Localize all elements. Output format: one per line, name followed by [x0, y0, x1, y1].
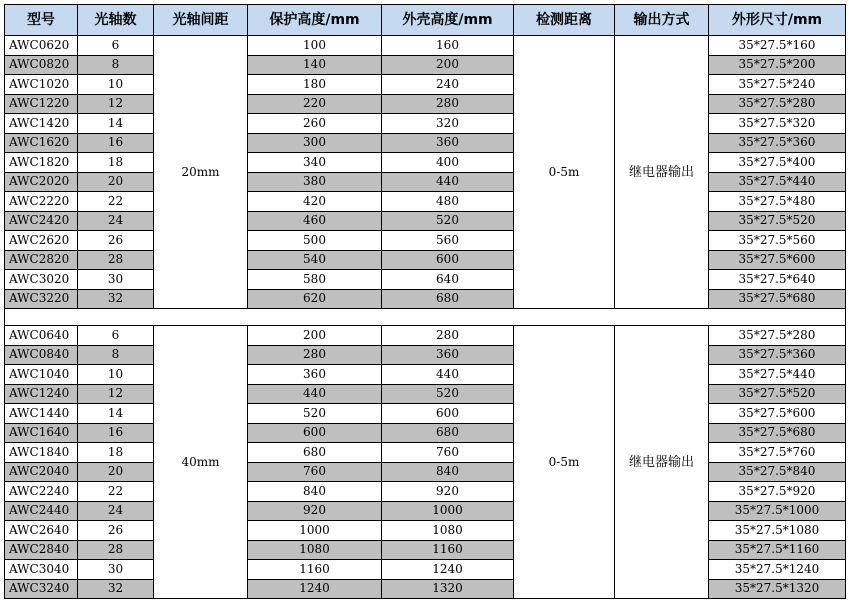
- header-protect-height: 保护高度/mm: [248, 5, 382, 36]
- table-body: [5, 36, 846, 599]
- cell-model: AWC1820: [5, 153, 78, 173]
- cell-size: 35*27.5*640: [709, 270, 846, 290]
- cell-axes: 14: [78, 404, 154, 424]
- cell-axes: 18: [78, 153, 154, 173]
- cell-protect-height: 540: [248, 250, 382, 270]
- cell-shell-height: 920: [382, 482, 514, 502]
- cell-shell-height: 1240: [382, 560, 514, 580]
- cell-axes: 12: [78, 384, 154, 404]
- cell-shell-height: 760: [382, 443, 514, 463]
- cell-model: AWC2440: [5, 501, 78, 521]
- cell-size: 35*27.5*240: [709, 75, 846, 95]
- cell-axes: 28: [78, 250, 154, 270]
- table-row: [5, 443, 846, 463]
- cell-shell-height: 680: [382, 423, 514, 443]
- cell-shell-height: 440: [382, 365, 514, 385]
- cell-protect-height: 920: [248, 501, 382, 521]
- table-row: [5, 114, 846, 134]
- cell-size: 35*27.5*480: [709, 192, 846, 212]
- cell-model: AWC2040: [5, 462, 78, 482]
- cell-size: 35*27.5*560: [709, 231, 846, 251]
- cell-protect-height: 220: [248, 94, 382, 114]
- cell-axes: 14: [78, 114, 154, 134]
- cell-size: 35*27.5*680: [709, 423, 846, 443]
- cell-size: 35*27.5*760: [709, 443, 846, 463]
- table-row: [5, 211, 846, 231]
- cell-size: 35*27.5*1240: [709, 560, 846, 580]
- spec-table: [4, 4, 846, 599]
- cell-shell-height: 520: [382, 384, 514, 404]
- table-row: [5, 462, 846, 482]
- header-shell-height: 外壳高度/mm: [382, 5, 514, 36]
- cell-axes: 20: [78, 462, 154, 482]
- cell-shell-height: 160: [382, 36, 514, 56]
- cell-shell-height: 840: [382, 462, 514, 482]
- cell-shell-height: 1160: [382, 540, 514, 560]
- cell-protect-height: 420: [248, 192, 382, 212]
- cell-size: 35*27.5*1160: [709, 540, 846, 560]
- cell-shell-height: 1320: [382, 579, 514, 599]
- cell-size: 35*27.5*320: [709, 114, 846, 134]
- cell-shell-height: 360: [382, 133, 514, 153]
- cell-distance: 0-5m: [514, 326, 615, 599]
- cell-protect-height: 1240: [248, 579, 382, 599]
- cell-shell-height: 440: [382, 172, 514, 192]
- cell-spacing: 20mm: [154, 36, 248, 309]
- table-row: [5, 250, 846, 270]
- cell-model: AWC1020: [5, 75, 78, 95]
- cell-size: 35*27.5*1080: [709, 521, 846, 541]
- cell-protect-height: 140: [248, 55, 382, 75]
- cell-shell-height: 480: [382, 192, 514, 212]
- cell-size: 35*27.5*680: [709, 289, 846, 309]
- table-row: [5, 133, 846, 153]
- cell-distance: 0-5m: [514, 36, 615, 309]
- cell-axes: 10: [78, 75, 154, 95]
- cell-size: 35*27.5*280: [709, 94, 846, 114]
- cell-model: AWC2240: [5, 482, 78, 502]
- spacer-cell: [5, 309, 846, 326]
- table-row: [5, 345, 846, 365]
- table-row: [5, 55, 846, 75]
- table-row: [5, 231, 846, 251]
- cell-model: AWC1220: [5, 94, 78, 114]
- cell-shell-height: 640: [382, 270, 514, 290]
- cell-shell-height: 600: [382, 250, 514, 270]
- cell-shell-height: 240: [382, 75, 514, 95]
- cell-size: 35*27.5*440: [709, 365, 846, 385]
- cell-model: AWC0640: [5, 326, 78, 346]
- table-row: [5, 423, 846, 443]
- cell-shell-height: 320: [382, 114, 514, 134]
- group-spacer-row: [5, 309, 846, 326]
- cell-model: AWC1840: [5, 443, 78, 463]
- cell-axes: 18: [78, 443, 154, 463]
- table-row: [5, 270, 846, 290]
- table-row: [5, 326, 846, 346]
- cell-size: 35*27.5*600: [709, 250, 846, 270]
- table-row: [5, 75, 846, 95]
- header-output: 输出方式: [615, 5, 709, 36]
- cell-protect-height: 1000: [248, 521, 382, 541]
- cell-protect-height: 200: [248, 326, 382, 346]
- cell-axes: 6: [78, 326, 154, 346]
- cell-model: AWC3220: [5, 289, 78, 309]
- table-row: [5, 365, 846, 385]
- cell-shell-height: 1000: [382, 501, 514, 521]
- header-model: 型号: [5, 5, 78, 36]
- cell-model: AWC0840: [5, 345, 78, 365]
- table-row: [5, 540, 846, 560]
- cell-output: 继电器输出: [615, 36, 709, 309]
- cell-axes: 16: [78, 133, 154, 153]
- cell-shell-height: 280: [382, 326, 514, 346]
- cell-model: AWC2620: [5, 231, 78, 251]
- cell-shell-height: 400: [382, 153, 514, 173]
- cell-size: 35*27.5*360: [709, 345, 846, 365]
- table-row: [5, 579, 846, 599]
- cell-axes: 8: [78, 55, 154, 75]
- cell-axes: 32: [78, 289, 154, 309]
- cell-model: AWC2640: [5, 521, 78, 541]
- cell-protect-height: 460: [248, 211, 382, 231]
- cell-axes: 22: [78, 482, 154, 502]
- cell-protect-height: 300: [248, 133, 382, 153]
- cell-axes: 16: [78, 423, 154, 443]
- header-size: 外形尺寸/mm: [709, 5, 846, 36]
- cell-size: 35*27.5*920: [709, 482, 846, 502]
- table-row: [5, 384, 846, 404]
- cell-model: AWC2840: [5, 540, 78, 560]
- table-row: [5, 482, 846, 502]
- cell-axes: 24: [78, 211, 154, 231]
- cell-size: 35*27.5*400: [709, 153, 846, 173]
- header-distance: 检测距离: [514, 5, 615, 36]
- cell-model: AWC1420: [5, 114, 78, 134]
- table-row: [5, 94, 846, 114]
- cell-model: AWC2220: [5, 192, 78, 212]
- cell-size: 35*27.5*1000: [709, 501, 846, 521]
- cell-axes: 30: [78, 270, 154, 290]
- cell-axes: 8: [78, 345, 154, 365]
- cell-model: AWC1240: [5, 384, 78, 404]
- cell-size: 35*27.5*600: [709, 404, 846, 424]
- table-row: [5, 36, 846, 56]
- cell-size: 35*27.5*520: [709, 384, 846, 404]
- cell-model: AWC1640: [5, 423, 78, 443]
- cell-shell-height: 520: [382, 211, 514, 231]
- cell-size: 35*27.5*360: [709, 133, 846, 153]
- cell-size: 35*27.5*1320: [709, 579, 846, 599]
- cell-axes: 26: [78, 231, 154, 251]
- cell-shell-height: 560: [382, 231, 514, 251]
- cell-model: AWC2020: [5, 172, 78, 192]
- cell-model: AWC0820: [5, 55, 78, 75]
- cell-protect-height: 1160: [248, 560, 382, 580]
- cell-protect-height: 760: [248, 462, 382, 482]
- cell-output: 继电器输出: [615, 326, 709, 599]
- cell-axes: 24: [78, 501, 154, 521]
- cell-protect-height: 600: [248, 423, 382, 443]
- cell-model: AWC1040: [5, 365, 78, 385]
- cell-shell-height: 280: [382, 94, 514, 114]
- cell-protect-height: 100: [248, 36, 382, 56]
- cell-shell-height: 1080: [382, 521, 514, 541]
- cell-model: AWC0620: [5, 36, 78, 56]
- cell-protect-height: 380: [248, 172, 382, 192]
- cell-protect-height: 260: [248, 114, 382, 134]
- table-row: [5, 521, 846, 541]
- table-row: [5, 153, 846, 173]
- cell-spacing: 40mm: [154, 326, 248, 599]
- cell-size: 35*27.5*840: [709, 462, 846, 482]
- cell-protect-height: 580: [248, 270, 382, 290]
- cell-axes: 6: [78, 36, 154, 56]
- cell-model: AWC2820: [5, 250, 78, 270]
- header-spacing: 光轴间距: [154, 5, 248, 36]
- cell-axes: 26: [78, 521, 154, 541]
- cell-model: AWC1440: [5, 404, 78, 424]
- cell-model: AWC1620: [5, 133, 78, 153]
- table-row: [5, 192, 846, 212]
- cell-axes: 12: [78, 94, 154, 114]
- cell-protect-height: 280: [248, 345, 382, 365]
- cell-protect-height: 440: [248, 384, 382, 404]
- header-axes: 光轴数: [78, 5, 154, 36]
- cell-protect-height: 680: [248, 443, 382, 463]
- cell-axes: 22: [78, 192, 154, 212]
- cell-size: 35*27.5*200: [709, 55, 846, 75]
- cell-protect-height: 180: [248, 75, 382, 95]
- cell-size: 35*27.5*280: [709, 326, 846, 346]
- cell-size: 35*27.5*160: [709, 36, 846, 56]
- table-row: [5, 501, 846, 521]
- cell-model: AWC2420: [5, 211, 78, 231]
- cell-protect-height: 520: [248, 404, 382, 424]
- cell-model: AWC3240: [5, 579, 78, 599]
- table-row: [5, 172, 846, 192]
- cell-protect-height: 620: [248, 289, 382, 309]
- table-row: [5, 289, 846, 309]
- cell-shell-height: 360: [382, 345, 514, 365]
- cell-axes: 30: [78, 560, 154, 580]
- cell-axes: 32: [78, 579, 154, 599]
- cell-axes: 20: [78, 172, 154, 192]
- cell-protect-height: 500: [248, 231, 382, 251]
- cell-shell-height: 680: [382, 289, 514, 309]
- table-row: [5, 560, 846, 580]
- cell-shell-height: 200: [382, 55, 514, 75]
- cell-size: 35*27.5*440: [709, 172, 846, 192]
- cell-axes: 10: [78, 365, 154, 385]
- cell-shell-height: 600: [382, 404, 514, 424]
- cell-protect-height: 840: [248, 482, 382, 502]
- cell-model: AWC3040: [5, 560, 78, 580]
- cell-protect-height: 1080: [248, 540, 382, 560]
- cell-protect-height: 340: [248, 153, 382, 173]
- cell-protect-height: 360: [248, 365, 382, 385]
- header-row: [5, 5, 846, 36]
- table-row: [5, 404, 846, 424]
- cell-model: AWC3020: [5, 270, 78, 290]
- cell-axes: 28: [78, 540, 154, 560]
- cell-size: 35*27.5*520: [709, 211, 846, 231]
